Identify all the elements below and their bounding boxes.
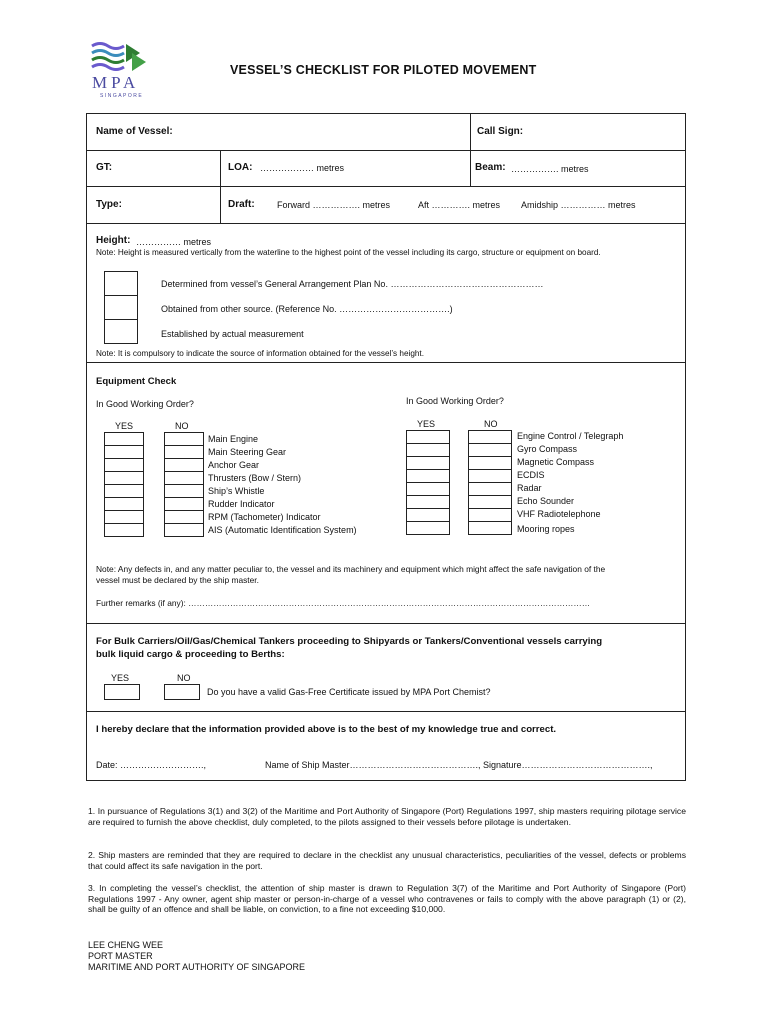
equipment-no-checkbox[interactable] <box>468 456 512 470</box>
height-source-note: Note: It is compulsory to indicate the source of information obtained for the vessel’s height. <box>96 349 424 358</box>
equipment-item-label: Magnetic Compass <box>517 457 595 467</box>
height-option-measured: Established by actual measurement <box>161 329 304 339</box>
equipment-item-label: Gyro Compass <box>517 444 578 454</box>
checklist-form <box>86 113 686 781</box>
height-option-plan: Determined from vessel’s General Arrangement Plan No. …………………………………………… <box>161 279 544 289</box>
equipment-no-checkbox[interactable] <box>164 523 204 537</box>
equipment-yes-checkbox[interactable] <box>104 432 144 446</box>
equipment-yes-checkbox[interactable] <box>104 471 144 485</box>
declaration-statement: I hereby declare that the information provided above is to the best of my knowledge true and correct. <box>96 724 557 735</box>
further-remarks-field[interactable]: Further remarks (if any): ……………………………………………………………………………………………………………………………… <box>96 598 591 608</box>
equipment-item-label: Anchor Gear <box>208 460 260 470</box>
equipment-question-left: In Good Working Order? <box>96 399 194 409</box>
yes-header-right: YES <box>417 419 436 429</box>
equipment-no-checkbox[interactable] <box>468 430 512 444</box>
equipment-item-label: Thrusters (Bow / Stern) <box>208 473 302 483</box>
footnote-2: 2. Ship masters are reminded that they are required to declare in the checklist any unusual characteristics, peculiarities of the vessel, defects or problems that could affect its safe navigation in the port. <box>88 850 686 871</box>
row-divider <box>87 711 685 712</box>
draft-label: Draft: <box>228 199 255 210</box>
mpa-logo <box>88 40 152 102</box>
gas-free-question: Do you have a valid Gas-Free Certificate issued by MPA Port Chemist? <box>207 687 491 697</box>
bulk-heading-line1: For Bulk Carriers/Oil/Gas/Chemical Tankers proceeding to Shipyards or Tankers/Conventional vessels carrying <box>96 636 603 647</box>
equipment-item-label: RPM (Tachometer) Indicator <box>208 512 321 522</box>
equipment-yes-checkbox[interactable] <box>406 456 450 470</box>
gas-free-yes-checkbox[interactable] <box>104 684 140 700</box>
equipment-item-label: Mooring ropes <box>517 524 575 534</box>
equipment-no-checkbox[interactable] <box>468 443 512 457</box>
logo-mpa-text: MPA <box>92 73 140 92</box>
beam-field[interactable]: ……………. metres <box>511 164 589 174</box>
equipment-no-checkbox[interactable] <box>164 471 204 485</box>
equipment-no-checkbox[interactable] <box>164 484 204 498</box>
row-divider <box>87 186 685 187</box>
equipment-item-label: VHF Radiotelephone <box>517 509 601 519</box>
equipment-yes-checkbox[interactable] <box>104 458 144 472</box>
equipment-question-right: In Good Working Order? <box>406 396 504 406</box>
equipment-item-label: Main Steering Gear <box>208 447 287 457</box>
equipment-yes-checkbox[interactable] <box>104 497 144 511</box>
equipment-no-checkbox[interactable] <box>468 521 512 535</box>
height-source-checkbox[interactable] <box>104 295 138 320</box>
footnote-1: 1. In pursuance of Regulations 3(1) and 3(2) of the Maritime and Port Authority of Singapore (Port) Regulations 1997, ship masters requiring pilotage service are required to furnish the above checklist, duly completed, to the pilots assigned to their vessels before pilotage is undertaken. <box>88 806 686 827</box>
row-divider <box>87 223 685 224</box>
equipment-no-checkbox[interactable] <box>164 445 204 459</box>
equipment-yes-checkbox[interactable] <box>406 469 450 483</box>
height-field[interactable]: …………… metres <box>136 237 212 247</box>
equipment-yes-checkbox[interactable] <box>406 495 450 509</box>
row-divider <box>87 150 685 151</box>
equipment-item-label: Radar <box>517 483 542 493</box>
equipment-item-label: Ship’s Whistle <box>208 486 265 496</box>
equipment-yes-checkbox[interactable] <box>406 521 450 535</box>
draft-aft-field[interactable]: Aft …………. metres <box>418 200 501 210</box>
loa-label: LOA: <box>228 162 253 173</box>
equipment-no-checkbox[interactable] <box>164 458 204 472</box>
loa-field[interactable]: ……………… metres <box>260 163 345 173</box>
equipment-yes-checkbox[interactable] <box>406 430 450 444</box>
draft-amidship-field[interactable]: Amidship …………… metres <box>521 200 636 210</box>
call-sign-label: Call Sign: <box>477 126 524 137</box>
equipment-item-label: ECDIS <box>517 470 545 480</box>
equipment-no-checkbox[interactable] <box>164 432 204 446</box>
defects-note-line2: vessel must be declared by the ship master. <box>96 575 259 585</box>
equipment-item-label: Main Engine <box>208 434 259 444</box>
gas-free-no-checkbox[interactable] <box>164 684 200 700</box>
beam-label: Beam: <box>475 162 506 173</box>
bulk-heading-line2: bulk liquid cargo & proceeding to Berths: <box>96 649 285 660</box>
signoff-title: PORT MASTER <box>88 951 153 961</box>
date-field[interactable]: Date: ………………………., <box>96 760 207 770</box>
equipment-item-label: Echo Sounder <box>517 496 575 506</box>
equipment-yes-checkbox[interactable] <box>406 508 450 522</box>
equipment-no-checkbox[interactable] <box>468 495 512 509</box>
equipment-no-checkbox[interactable] <box>164 497 204 511</box>
equipment-item-label: Rudder Indicator <box>208 499 275 509</box>
equipment-no-checkbox[interactable] <box>164 510 204 524</box>
no-header-right: NO <box>484 419 498 429</box>
defects-note-line1: Note: Any defects in, and any matter peculiar to, the vessel and its machinery and equipment which might affect the safe navigation of the <box>96 564 606 574</box>
col-divider <box>470 114 471 186</box>
height-source-checkbox[interactable] <box>104 271 138 296</box>
equipment-item-label: AIS (Automatic Identification System) <box>208 525 357 535</box>
signoff-name: LEE CHENG WEE <box>88 940 164 950</box>
page-title: VESSEL’S CHECKLIST FOR PILOTED MOVEMENT <box>230 63 537 77</box>
footnote-3: 3. In completing the vessel’s checklist, the attention of ship master is drawn to Regulation 3(7) of the Maritime and Port Authority of Singapore (Port) Regulations 1997 - Any owner, agent ship master or person-in-charge of a vessel who contravenes or fails to comply with the above paragraph (1) or (2), shall be guilty of an offence and shall be liable, on conviction, to a fine not exceeding $10,000. <box>88 883 686 914</box>
equipment-no-checkbox[interactable] <box>468 482 512 496</box>
equipment-no-checkbox[interactable] <box>468 469 512 483</box>
height-source-checkbox[interactable] <box>104 319 138 344</box>
equipment-yes-checkbox[interactable] <box>104 510 144 524</box>
equipment-item-label: Engine Control / Telegraph <box>517 431 624 441</box>
equipment-yes-checkbox[interactable] <box>104 523 144 537</box>
equipment-yes-checkbox[interactable] <box>104 445 144 459</box>
equipment-heading: Equipment Check <box>96 376 177 387</box>
signoff-organisation: MARITIME AND PORT AUTHORITY OF SINGAPORE <box>88 962 306 972</box>
vessel-name-label: Name of Vessel: <box>96 126 173 137</box>
master-signature-field[interactable]: Name of Ship Master……………………………………., Signature……………………………………., <box>265 760 653 770</box>
gt-label: GT: <box>96 162 113 173</box>
draft-forward-field[interactable]: Forward ……………. metres <box>277 200 391 210</box>
equipment-no-checkbox[interactable] <box>468 508 512 522</box>
bulk-yes-header: YES <box>111 673 130 683</box>
height-option-other: Obtained from other source. (Reference No. ……………………………….) <box>161 304 453 314</box>
height-note: Note: Height is measured vertically from the waterline to the highest point of the vessel including its cargo, structure or equipment on board. <box>96 248 601 257</box>
col-divider <box>220 150 221 223</box>
height-label: Height: <box>96 235 131 246</box>
yes-header-left: YES <box>115 421 134 431</box>
no-header-left: NO <box>175 421 189 431</box>
row-divider <box>87 623 685 624</box>
row-divider <box>87 362 685 363</box>
type-label: Type: <box>96 199 122 210</box>
equipment-yes-checkbox[interactable] <box>406 443 450 457</box>
wave-icon <box>88 40 152 74</box>
equipment-yes-checkbox[interactable] <box>406 482 450 496</box>
bulk-no-header: NO <box>177 673 191 683</box>
equipment-yes-checkbox[interactable] <box>104 484 144 498</box>
logo-singapore-text: SINGAPORE <box>100 93 144 99</box>
